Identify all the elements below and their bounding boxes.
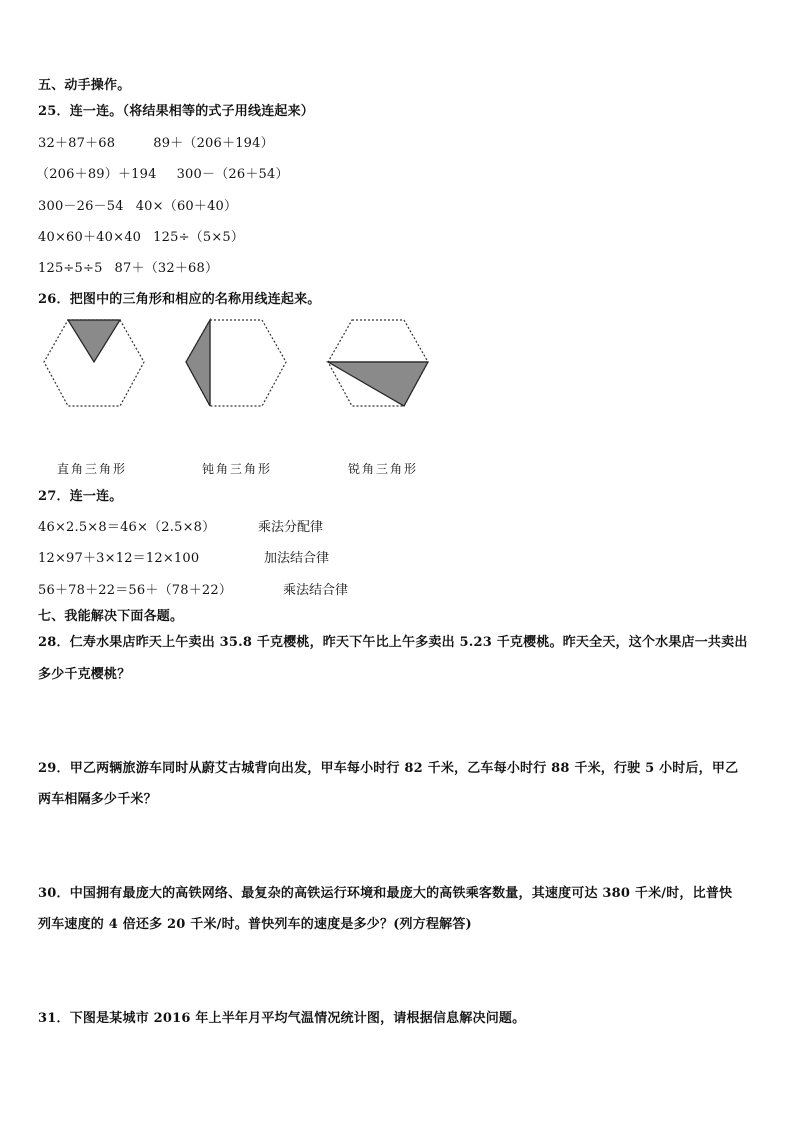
q27-expr-1: 46×2.5×8＝46×（2.5×8） (38, 520, 216, 535)
q25-right-expr: 125÷（5×5） (153, 230, 245, 245)
q25-row-5 (38, 261, 218, 277)
q31-line-1: 31．下图是某城市 2016 年上半年月平均气温情况统计图，请根据信息解决问题。 (38, 1011, 526, 1026)
shaded-triangle (68, 320, 120, 362)
q25-right-expr: 89＋（206＋194） (153, 136, 274, 151)
q25-right-expr: 40×（60＋40） (135, 199, 238, 214)
hexagon-figure-3 (324, 316, 432, 412)
q29-line-1: 29．甲乙两辆旅游车同时从蔚艾古城背向出发，甲车每小时行 82 千米，乙车每小时行 88 千米，行驶 5 小时后，甲乙 (38, 761, 739, 776)
q25-row-1 (38, 136, 274, 152)
q25-left-expr: （206＋89）＋194 (36, 167, 157, 182)
q27-prompt: 27．连一连。 (38, 489, 123, 504)
q30-line-1: 30．中国拥有最庞大的高铁网络、最复杂的高铁运行环境和最庞大的高铁乘客数量，其速度可达 380 千米/时，比普快 (38, 886, 733, 901)
q25-left-expr: 32＋87＋68 (38, 136, 116, 151)
shaded-triangle (328, 362, 428, 406)
triangle-label-right: 直角三角形 (57, 462, 128, 476)
q27-rule-1: 乘法分配律 (258, 520, 324, 535)
q29-line-2: 两车相隔多少千米？ (38, 792, 157, 807)
q25-left-expr: 300－26－54 (38, 199, 124, 214)
q25-left-expr: 125÷5÷5 (38, 261, 103, 276)
q26-prompt: 26．把图中的三角形和相应的名称用线连起来。 (38, 292, 321, 307)
section-heading-5: 五、动手操作。 (38, 78, 131, 93)
q28-line-1: 28．仁寿水果店昨天上午卖出 35.8 千克樱桃，昨天下午比上午多卖出 5.23 千克樱桃。昨天全天，这个水果店一共卖出 (38, 635, 748, 650)
q30-line-2: 列车速度的 4 倍还多 20 千米/时。普快列车的速度是多少？(列方程解答) (38, 917, 472, 932)
q25-row-3 (38, 199, 237, 215)
q25-prompt: 25．连一连。（将结果相等的式子用线连起来） (38, 104, 314, 119)
q27-expr-3: 56＋78＋22＝56＋（78＋22） (38, 583, 233, 598)
q27-expr-2: 12×97＋3×12＝12×100 (38, 551, 200, 566)
q25-row-4 (38, 230, 244, 246)
q27-rule-3: 乘法结合律 (283, 583, 349, 598)
section-heading-7: 七、我能解决下面各题。 (38, 609, 184, 624)
hexagon-figure-1 (40, 316, 148, 412)
triangle-label-obtuse: 钝角三角形 (202, 462, 273, 476)
shaded-triangle (186, 320, 210, 406)
q25-right-expr: 87＋（32＋68） (114, 261, 219, 276)
q27-rule-2: 加法结合律 (264, 551, 330, 566)
q25-left-expr: 40×60＋40×40 (38, 230, 142, 245)
triangle-label-acute: 锐角三角形 (348, 462, 419, 476)
hexagon-figure-2 (182, 316, 290, 412)
q28-line-2: 多少千克樱桃？ (38, 667, 131, 682)
q25-right-expr: 300－（26＋54） (176, 167, 289, 182)
q25-row-2 (36, 167, 289, 183)
